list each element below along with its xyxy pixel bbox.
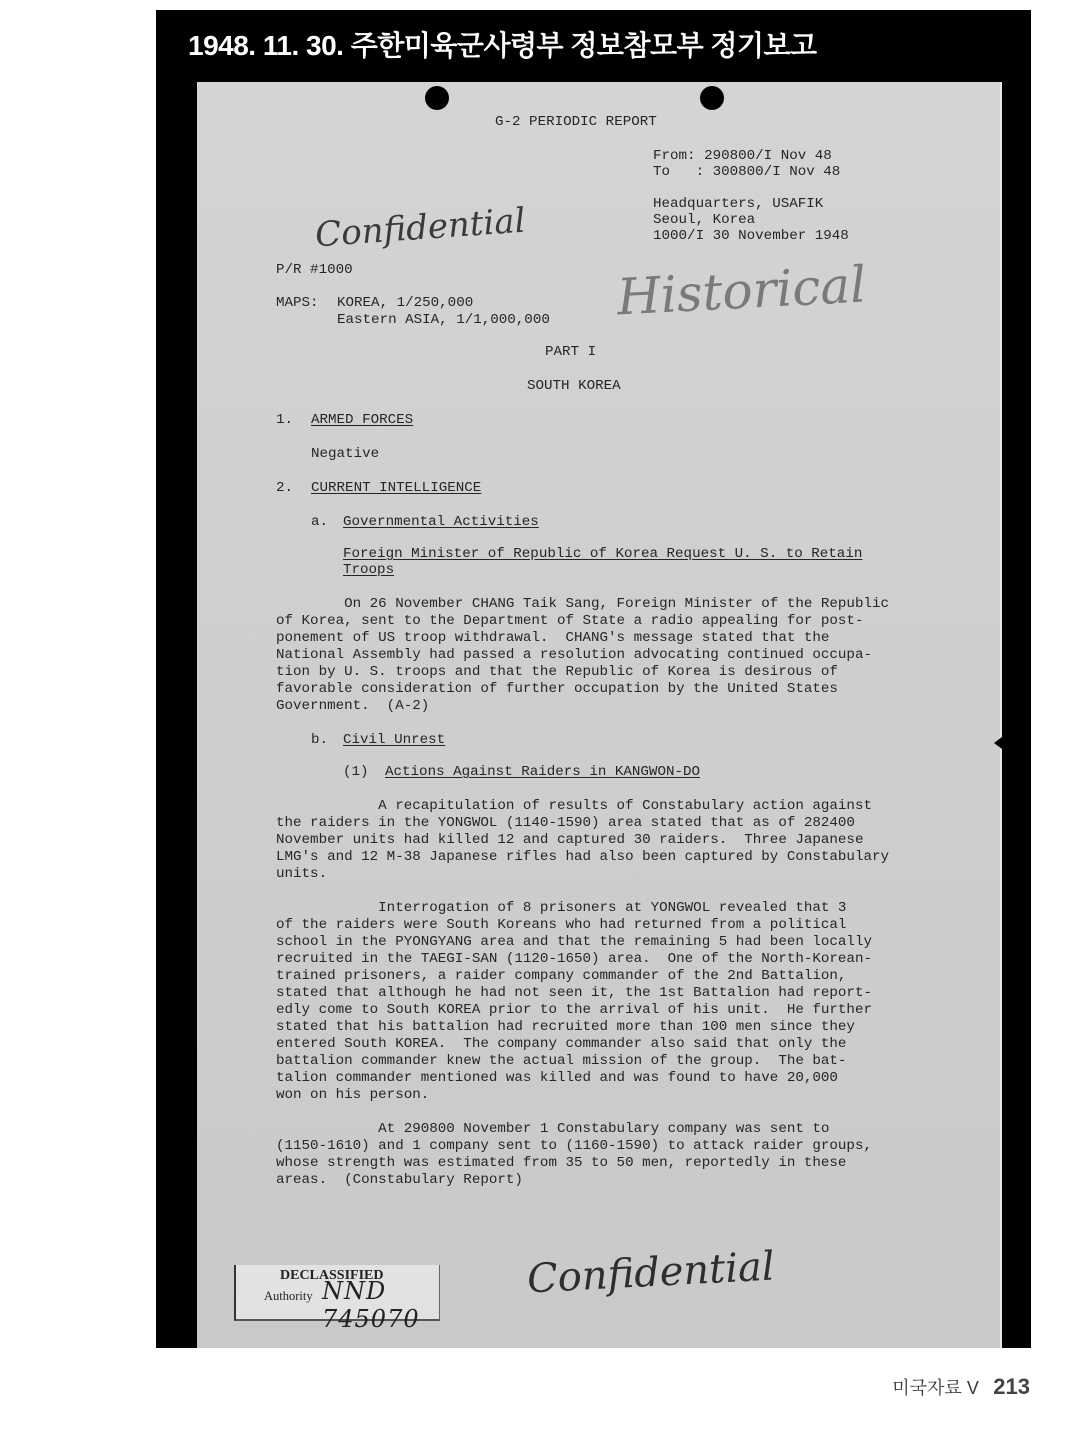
text-line: school in the PYONGYANG area and that the remaining 5 had been locally <box>276 934 872 950</box>
page-number: 213 <box>993 1374 1030 1399</box>
subsection-b1-title: Actions Against Raiders in KANGWON-DO <box>385 764 701 780</box>
footer-section: 미국자료 V <box>892 1378 979 1398</box>
text-line: At 290800 November 1 Constabulary company was sent to <box>276 1121 830 1137</box>
text-line: of the raiders were South Koreans who had returned from a political <box>276 917 847 933</box>
text-line: ponement of US troop withdrawal. CHANG's message stated that the <box>276 630 830 646</box>
declassified-stamp <box>234 1265 440 1333</box>
text-line: November units had killed 12 and captured 30 raiders. Three Japanese <box>276 832 864 848</box>
hq-line-1: Headquarters, USAFIK <box>653 196 824 212</box>
text-line: won on his person. <box>276 1087 430 1103</box>
region-heading: SOUTH KOREA <box>527 378 621 394</box>
text-line: whose strength was estimated from 35 to 50 men, reportedly in these <box>276 1155 847 1171</box>
text-line: the raiders in the YONGWOL (1140-1590) area stated that as of 282400 <box>276 815 855 831</box>
page-title: 1948. 11. 30. 주한미육군사령부 정보참모부 정기보고 <box>188 30 817 61</box>
report-title: G-2 PERIODIC REPORT <box>495 114 657 130</box>
section-1-body: Negative <box>311 446 380 462</box>
text-line: of Korea, sent to the Department of State a radio appealing for post- <box>276 613 864 629</box>
text-line: battalion commander knew the actual mission of the group. The bat- <box>276 1053 847 1069</box>
text-line: entered South KOREA. The company commander also said that only the <box>276 1036 847 1052</box>
hq-line-2: Seoul, Korea <box>653 212 756 228</box>
pr-line: P/R #1000 <box>276 262 353 278</box>
subsection-b-title: Civil Unrest <box>343 732 446 748</box>
handwritten-historical: Historical <box>615 255 868 327</box>
text-line: Interrogation of 8 prisoners at YONGWOL revealed that 3 <box>276 900 847 916</box>
text-line: stated that although he had not seen it, the 1st Battalion had report- <box>276 985 872 1001</box>
text-line: National Assembly had passed a resolution advocating continued occupa- <box>276 647 872 663</box>
section-1-number: 1. <box>276 412 294 428</box>
subsection-a-number: a. <box>311 514 329 530</box>
section-1-title: ARMED FORCES <box>311 412 414 428</box>
period-to: To : 300800/I Nov 48 <box>653 164 841 180</box>
part-heading: PART I <box>545 344 597 360</box>
text-line: edly come to South KOREA prior to the arrival of his unit. He further <box>276 1002 872 1018</box>
text-line: areas. (Constabulary Report) <box>276 1172 523 1188</box>
maps-label: MAPS: <box>276 295 319 311</box>
maps-line-2: Eastern ASIA, 1/1,000,000 <box>337 312 550 328</box>
text-line: A recapitulation of results of Constabulary action against <box>276 798 872 814</box>
text-line: favorable consideration of further occupation by the United States <box>276 681 838 697</box>
page-footer <box>892 1374 1030 1400</box>
handwritten-confidential-bottom: Confidential <box>525 1243 776 1303</box>
period-from: From: 290800/I Nov 48 <box>653 148 832 164</box>
subsection-b1-number: (1) <box>343 764 369 780</box>
stamp-title: DECLASSIFIED <box>280 1268 384 1283</box>
handwritten-confidential-top: Confidential <box>313 200 527 256</box>
text-line: trained prisoners, a raider company commander of the 2nd Battalion, <box>276 968 847 984</box>
text-line: LMG's and 12 M-38 Japanese rifles had also been captured by Constabulary <box>276 849 889 865</box>
subsection-a-heading-1: Foreign Minister of Republic of Korea Request U. S. to Retain <box>343 546 863 562</box>
text-line: (1150-1610) and 1 company sent to (1160-1590) to attack raider groups, <box>276 1138 872 1154</box>
text-line: tion by U. S. troops and that the Republic of Korea is desirous of <box>276 664 838 680</box>
section-2-title: CURRENT INTELLIGENCE <box>311 480 482 496</box>
text-line: units. <box>276 866 328 882</box>
section-2-number: 2. <box>276 480 294 496</box>
page-edge-notch <box>994 737 1002 749</box>
text-line: Government. (A-2) <box>276 698 430 714</box>
maps-line-1: KOREA, 1/250,000 <box>337 295 474 311</box>
stamp-authority-value: NND 745070 <box>322 1277 420 1333</box>
text-line: talion commander mentioned was killed and was found to have 20,000 <box>276 1070 838 1086</box>
document-scan <box>197 82 1002 1348</box>
subsection-a-title: Governmental Activities <box>343 514 539 530</box>
photo-frame <box>156 10 1031 1348</box>
text-line: recruited in the TAEGI-SAN (1120-1650) area. One of the North-Korean- <box>276 951 872 967</box>
punch-hole-right <box>700 86 724 110</box>
subsection-b-number: b. <box>311 732 329 748</box>
subsection-a-heading-2: Troops <box>343 562 395 578</box>
punch-hole-left <box>425 86 449 110</box>
text-line: stated that his battalion had recruited more than 100 men since they <box>276 1019 855 1035</box>
text-line: On 26 November CHANG Taik Sang, Foreign Minister of the Republic <box>276 596 889 612</box>
stamp-authority-label: Authority <box>264 1289 313 1303</box>
hq-line-3: 1000/I 30 November 1948 <box>653 228 849 244</box>
